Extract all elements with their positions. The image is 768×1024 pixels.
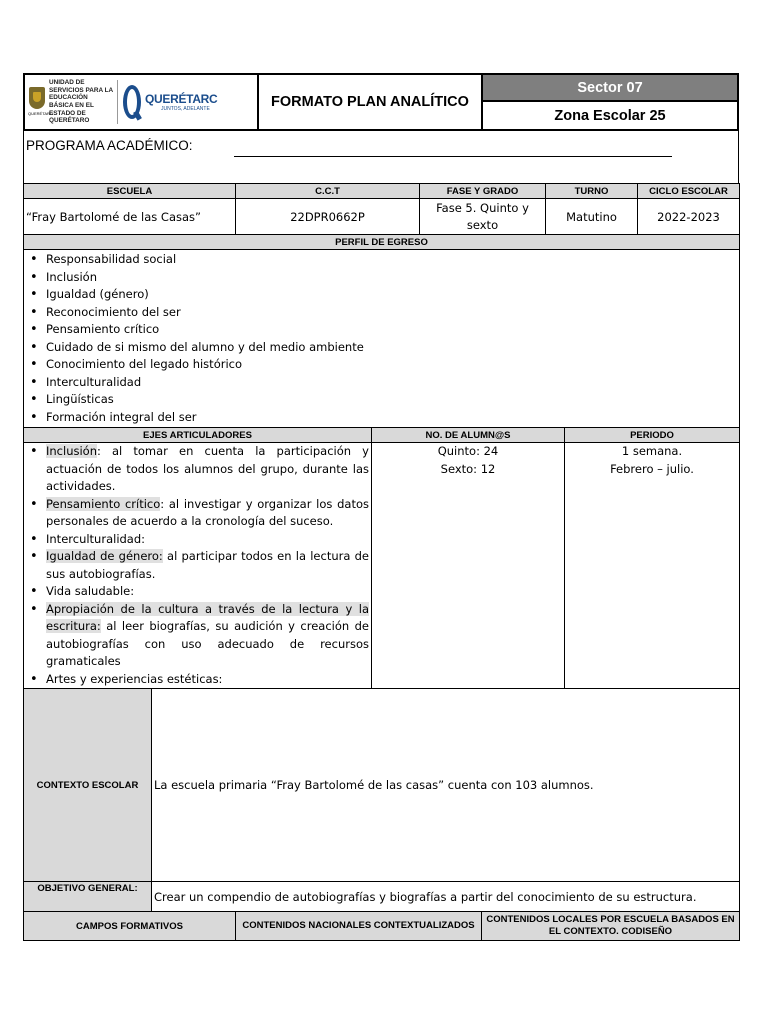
state-seal-icon: QUERÉTARO	[28, 83, 46, 121]
perfil-list	[24, 251, 739, 426]
programa-row	[23, 131, 739, 183]
objetivo-label: OBJETIVO GENERAL:	[24, 882, 152, 912]
col-periodo: PERIODO	[565, 428, 740, 443]
fase-grado-value: Fase 5. Quinto y sexto	[420, 199, 546, 235]
perfil-item: • Igualdad (género)	[46, 286, 739, 304]
perfil-item: • Pensamiento crítico	[46, 321, 739, 339]
footer-header-row	[24, 912, 740, 941]
perfil-item: • Cuidado de si mismo del alumno y del medio ambiente	[46, 339, 739, 357]
alumnos-sexto: Sexto: 12	[440, 461, 496, 476]
periodo-meses: Febrero – julio.	[610, 461, 694, 476]
objetivo-row	[24, 882, 740, 912]
periodo-cell	[565, 443, 740, 689]
col-campos: CAMPOS FORMATIVOS	[24, 912, 236, 941]
usebeq-logo-text: UNIDAD DE SERVICIOS PARA LA EDUCACIÓN BÁSICA EN EL ESTADO DE QUERÉTARO	[49, 79, 113, 125]
school-table-header	[24, 184, 740, 199]
school-table	[23, 183, 740, 428]
sector-label: Sector 07	[483, 75, 737, 102]
eje-description: Interculturalidad:	[46, 531, 146, 546]
programa-label: PROGRAMA ACADÉMICO:	[26, 138, 193, 153]
eje-item	[46, 443, 369, 496]
form-header	[23, 73, 739, 131]
objetivo-text: Crear un compendio de autobiografías y biografías a partir del conocimiento de su estructura.	[152, 882, 740, 912]
col-ejes: EJES ARTICULADORES	[24, 428, 372, 443]
eje-item	[46, 548, 369, 583]
perfil-header-row	[24, 235, 740, 250]
eje-description: Vida saludable:	[46, 584, 135, 598]
ejes-table	[23, 427, 740, 689]
brand-name: QUERÉTARC	[145, 92, 218, 106]
col-contenidos-nacionales: CONTENIDOS NACIONALES CONTEXTUALIZADOS	[236, 912, 482, 941]
perfil-item: • Lingüísticas	[46, 391, 739, 409]
footer-table	[23, 911, 740, 941]
col-ciclo: CICLO ESCOLAR	[638, 184, 740, 199]
perfil-item: • Conocimiento del legado histórico	[46, 356, 739, 374]
contexto-text: La escuela primaria “Fray Bartolomé de las casas” cuenta con 103 alumnos.	[152, 689, 740, 882]
col-contenidos-locales: CONTENIDOS LOCALES POR ESCUELA BASADOS EN EL CONTEXTO. CODISEÑO	[482, 912, 740, 941]
turno-value: Matutino	[546, 199, 638, 235]
col-alumnos: NO. DE ALUMN@S	[372, 428, 565, 443]
perfil-header: PERFIL DE EGRESO	[24, 235, 740, 250]
eje-item	[46, 601, 369, 671]
eje-description: Artes y experiencias estéticas:	[46, 671, 223, 686]
ciclo-value: 2022-2023	[638, 199, 740, 235]
eje-description: al leer biografías, su audición y creación de autobiografías con uso adecuado de recursos gramaticales	[46, 619, 369, 668]
brand-tagline: JUNTOS, ADELANTE	[161, 106, 210, 112]
perfil-item: • Responsabilidad social	[46, 251, 739, 269]
eje-item	[46, 583, 369, 601]
programa-input-line[interactable]	[234, 156, 672, 157]
eje-description: : al investigar y organizar los datos personales de acuerdo a la cronología del suceso.	[46, 496, 369, 528]
contexto-row	[24, 689, 740, 882]
perfil-item: • Formación integral del ser	[46, 409, 739, 427]
plan-analitico-form	[23, 73, 739, 941]
periodo-duracion: 1 semana.	[621, 444, 683, 458]
logo-divider	[117, 80, 118, 124]
alumnos-cell	[372, 443, 565, 689]
contexto-table	[23, 688, 740, 912]
zona-label: Zona Escolar 25	[554, 107, 666, 124]
escuela-value: “Fray Bartolomé de las Casas”	[24, 199, 236, 235]
cct-value: 22DPR0662P	[236, 199, 420, 235]
eje-term: Igualdad de género:	[46, 549, 163, 563]
perfil-row	[24, 250, 740, 428]
perfil-item: • Reconocimiento del ser	[46, 304, 739, 322]
eje-term: Pensamiento crítico	[46, 496, 161, 511]
school-table-row	[24, 199, 740, 235]
eje-item	[46, 671, 369, 689]
col-fase-grado: FASE Y GRADO	[420, 184, 546, 199]
eje-description: : al tomar en cuenta la participación y actuación de todos los alumnos del grupo, durante las actividades.	[46, 444, 369, 493]
queretaro-logo-icon	[123, 85, 141, 119]
eje-term: Apropiación de la cultura a través de la lectura y la escritura:	[46, 601, 369, 633]
col-escuela: ESCUELA	[24, 184, 236, 199]
eje-item	[46, 496, 369, 531]
form-title: FORMATO PLAN ANALÍTICO	[259, 75, 483, 129]
perfil-item: • Inclusión	[46, 269, 739, 287]
contexto-label: CONTEXTO ESCOLAR	[24, 689, 152, 882]
ejes-row	[24, 443, 740, 689]
ejes-header-row	[24, 428, 740, 443]
ejes-list	[24, 443, 371, 688]
eje-item	[46, 531, 369, 549]
col-cct: C.C.T	[236, 184, 420, 199]
alumnos-quinto: Quinto: 24	[437, 444, 499, 458]
eje-description: al participar todos en la lectura de sus autobiografías.	[46, 549, 369, 581]
col-turno: TURNO	[546, 184, 638, 199]
perfil-item: • Interculturalidad	[46, 374, 739, 392]
eje-term: Inclusión	[46, 444, 97, 458]
logo-area	[25, 75, 259, 129]
